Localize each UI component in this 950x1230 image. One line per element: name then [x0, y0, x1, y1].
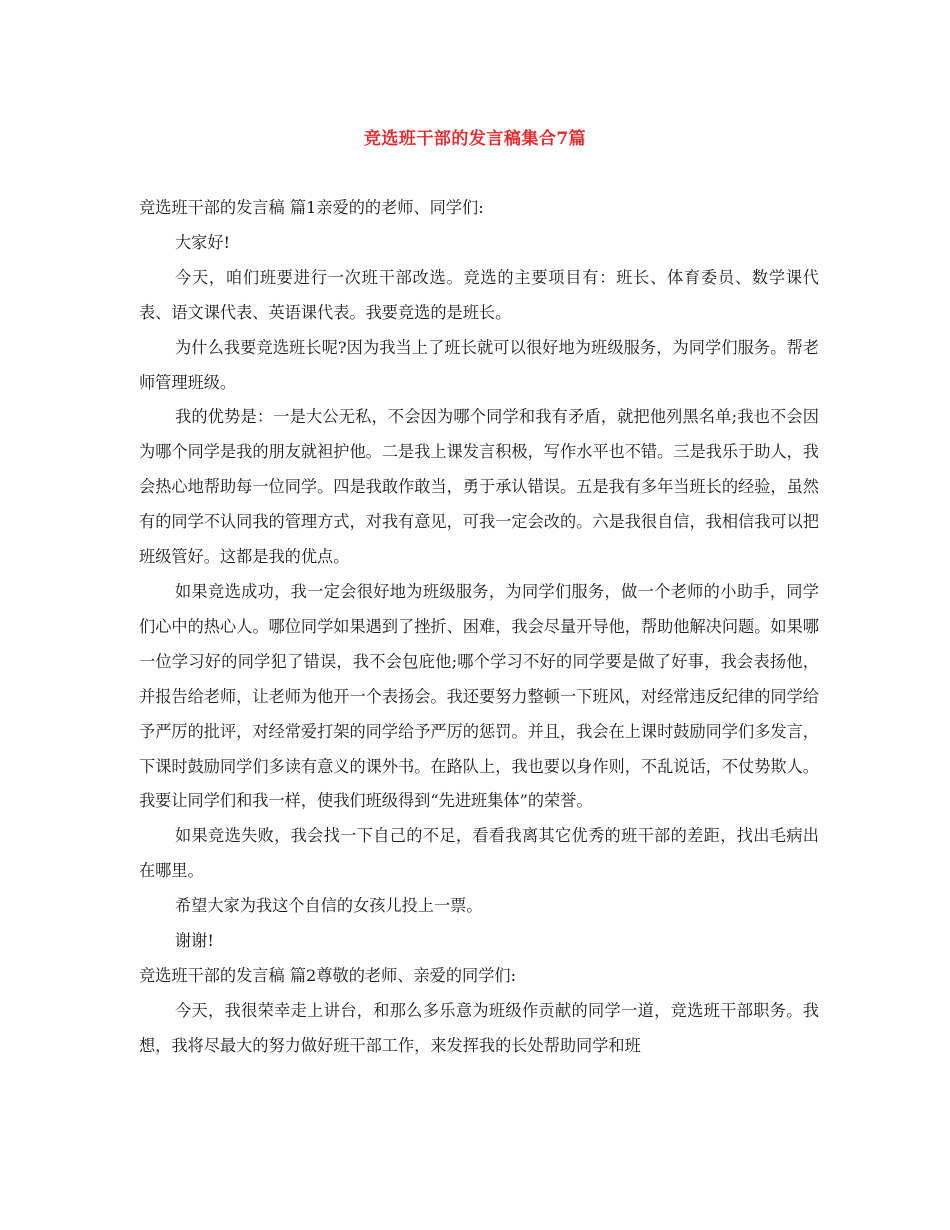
paragraph: 如果竞选失败，我会找一下自己的不足，看看我离其它优秀的班干部的差距，找出毛病出在哪里。 — [139, 826, 819, 881]
paragraph: 我的优势是：一是大公无私，不会因为哪个同学和我有矛盾，就把他列黑名单;我也不会因为哪个同学是我的朋友就袒护他。二是我上课发言积极，写作水平也不错。三是我乐于助人，我会热心地帮助每一位同学。四是我敢作敢当，勇于承认错误。五是我有多年当班长的经验，虽然有的同学不认同我的管理方式，对我有意见，可我一定会改的。六是我很自信，我相信我可以把班级管好。这都是我的优点。 — [139, 407, 819, 567]
paragraph: 今天，我很荣幸走上讲台，和那么多乐意为班级作贡献的同学一道，竞选班干部职务。我想，我将尽最大的努力做好班干部工作，来发挥我的长处帮助同学和班 — [139, 1000, 819, 1055]
paragraph: 如果竞选成功，我一定会很好地为班级服务，为同学们服务，做一个老师的小助手，同学们心中的热心人。哪位同学如果遇到了挫折、困难，我会尽量开导他，帮助他解决问题。如果哪一位学习好的同学犯了错误，我不会包庇他;哪个学习不好的同学要是做了好事，我会表扬他，并报告给老师，让老师为他开一个表扬会。我还要努力整顿一下班风，对经常违反纪律的同学给予严厉的批评，对经常爱打架的同学给予严厉的惩罚。并且，我会在上课时鼓励同学们多发言，下课时鼓励同学们多读有意义的课外书。在路队上，我也要以身作则，不乱说话，不仗势欺人。我要让同学们和我一样，使我们班级得到“先进班集体”的荣誉。 — [139, 581, 819, 811]
paragraph: 谢谢! — [175, 931, 214, 951]
document-title: 竞选班干部的发言稿集合7篇 — [363, 129, 587, 149]
paragraph: 大家好! — [175, 232, 231, 252]
paragraph: 为什么我要竞选班长呢?因为我当上了班长就可以很好地为班级服务，为同学们服务。帮老师管理班级。 — [139, 337, 819, 392]
document-body — [139, 191, 819, 1064]
paragraph: 今天，咱们班要进行一次班干部改选。竞选的主要项目有：班长、体育委员、数学课代表、语文课代表、英语课代表。我要竞选的是班长。 — [139, 267, 819, 322]
paragraph: 竞选班干部的发言稿 篇2尊敬的老师、亲爱的同学们: — [139, 965, 517, 985]
paragraph: 希望大家为我这个自信的女孩儿投上一票。 — [175, 896, 483, 916]
paragraph: 竞选班干部的发言稿 篇1亲爱的的老师、同学们: — [139, 198, 484, 217]
